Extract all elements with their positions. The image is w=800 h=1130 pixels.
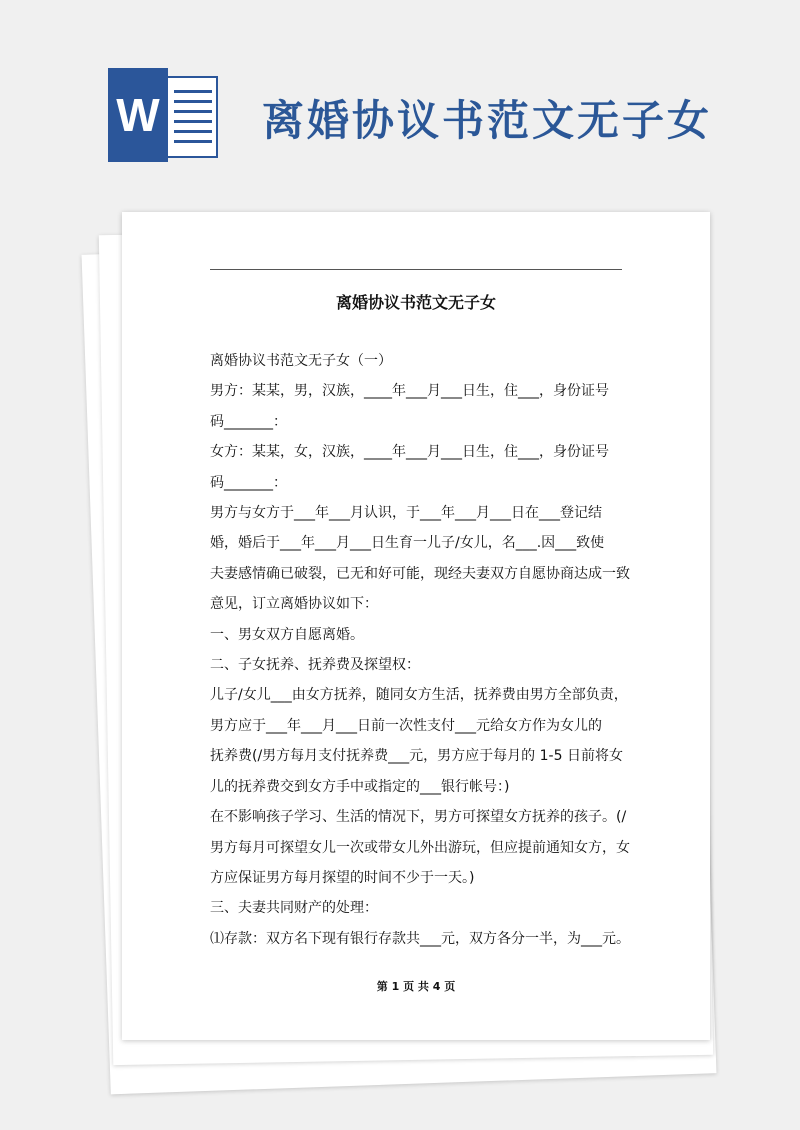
document-page <box>122 212 710 1040</box>
document-title: 离婚协议书范文无子女 <box>335 293 496 312</box>
word-line-6 <box>174 140 212 143</box>
banner-title: 离婚协议书范文无子女 <box>262 96 713 145</box>
word-line-2 <box>174 100 212 103</box>
word-icon <box>108 68 220 162</box>
body-line: 码_______： <box>210 413 287 430</box>
body-line: 男方：某某，男，汉族，____年___月___日生，住___，身份证号 <box>210 383 609 400</box>
body-line: 儿的抚养费交到女方手中或指定的___银行帐号：) <box>210 778 510 795</box>
body-line: 女方：某某，女，汉族，____年___月___日生，住___，身份证号 <box>210 444 609 461</box>
word-line-5 <box>174 130 212 133</box>
word-line-1 <box>174 90 212 93</box>
word-line-4 <box>174 120 212 123</box>
body-line: 方应保证男方每月探望的时间不少于一天。) <box>210 869 475 886</box>
body-line: 在不影响孩子学习、生活的情况下，男方可探望女方抚养的孩子。(/ <box>210 809 627 826</box>
word-logo-letter: W <box>108 68 168 162</box>
page-footer: 第 1 页 共 4 页 <box>376 980 456 993</box>
banner <box>0 0 800 200</box>
body-line: 三、夫妻共同财产的处理： <box>210 900 378 917</box>
body-line: 儿子/女儿___由女方抚养，随同女方生活，抚养费由男方全部负责， <box>210 687 628 704</box>
body-line: 婚，婚后于___年___月___日生育一儿子/女儿，名___.因___致使 <box>210 535 605 552</box>
header-rule <box>210 269 622 270</box>
body-line: 抚养费(/男方每月支付抚养费___元，男方应于每月的 1-5 日前将女 <box>210 748 623 765</box>
document-body <box>210 346 630 954</box>
body-line: 意见，订立离婚协议如下： <box>210 596 378 613</box>
word-line-3 <box>174 110 212 113</box>
body-line: ⑴存款：双方名下现有银行存款共___元，双方各分一半，为___元。 <box>210 930 630 947</box>
body-line: 离婚协议书范文无子女（一） <box>210 353 392 369</box>
body-line: 一、男女双方自愿离婚。 <box>210 626 364 643</box>
body-line: 二、子女抚养、抚养费及探望权： <box>210 657 420 674</box>
body-line: 夫妻感情确已破裂，已无和好可能，现经夫妻双方自愿协商达成一致 <box>210 565 630 582</box>
body-line: 码_______： <box>210 474 287 491</box>
body-line: 男方应于___年___月___日前一次性支付___元给女方作为女儿的 <box>210 717 602 734</box>
body-line: 男方每月可探望女儿一次或带女儿外出游玩，但应提前通知女方，女 <box>210 839 630 856</box>
body-line: 男方与女方于___年___月认识，于___年___月___日在___登记结 <box>210 505 602 522</box>
